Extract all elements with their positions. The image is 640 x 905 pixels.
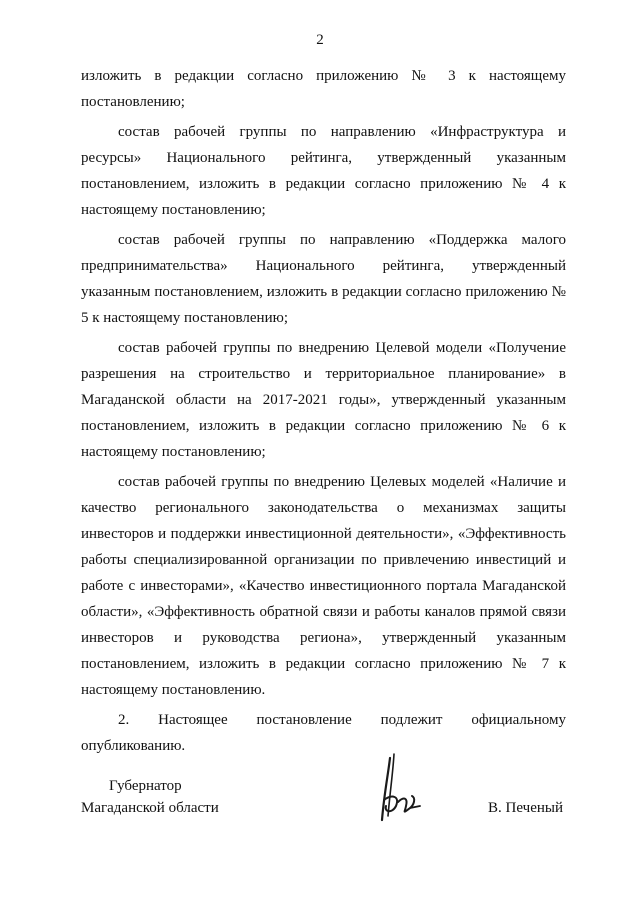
paragraph-appendix-7: состав рабочей группы по внедрению Целевых моделей «Наличие и качество регионального законодательства о механизмах защиты инвесторов и поддержки инвестиционной деятельности», «Эффективность работы специализированной организации по привлечению инвестиций и работе с инвесторами», «Качество инвестиционного портала Магаданской области», «Эффективность обратной связи и работы каналов прямой связи инвесторов и руководства региона», утвержденный указанным постановлением, изложить в редакции согласно приложению № 7 к настоящему постановлению. <box>81 474 566 698</box>
signatory-title <box>81 775 219 819</box>
document-body <box>81 63 566 763</box>
page-number: 2 <box>316 32 324 48</box>
paragraph-publication: 2. Настоящее постановление подлежит официальному опубликованию. <box>81 712 566 754</box>
signatory-name: В. Печеный <box>488 800 563 816</box>
paragraph-appendix-3: изложить в редакции согласно приложению № 3 к настоящему постановлению; <box>81 68 566 110</box>
handwritten-signature-icon <box>372 750 432 830</box>
signatory-region: Магаданской области <box>81 800 219 816</box>
paragraph-appendix-6: состав рабочей группы по внедрению Целевой модели «Получение разрешения на строительство и территориальное планирование» в Магаданской области на 2017-2021 годы», утвержденный указанным постановлением, изложить в редакции согласно приложению № 6 к настоящему постановлению; <box>81 340 566 460</box>
paragraph-appendix-5: состав рабочей группы по направлению «Поддержка малого предпринимательства» Национального рейтинга, утвержденный указанным постановлением, изложить в редакции согласно приложению № 5 к настоящему постановлению; <box>81 232 566 326</box>
paragraph-appendix-4: состав рабочей группы по направлению «Инфраструктура и ресурсы» Национального рейтинга, утвержденный указанным постановлением, изложить в редакции согласно приложению № 4 к настоящему постановлению; <box>81 124 566 218</box>
signatory-position: Губернатор <box>109 778 182 794</box>
